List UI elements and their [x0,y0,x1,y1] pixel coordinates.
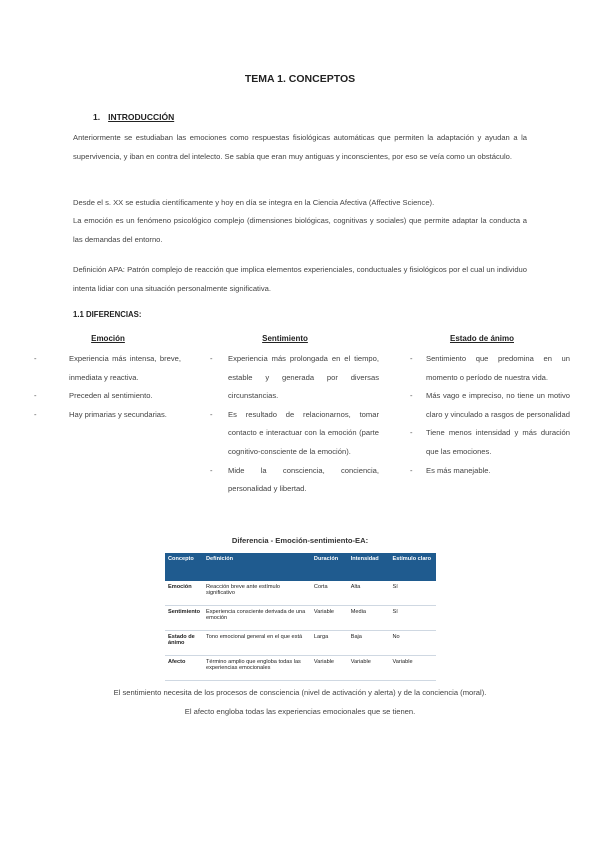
table-header-cell: Estímulo claro [389,553,436,581]
table-header-cell: Concepto [165,553,203,581]
table-caption: Diferencia - Emoción-sentimiento-EA: [231,536,369,545]
table-cell: Larga [311,631,348,656]
column-heading-sentimiento: Sentimiento [262,334,308,343]
table-header-cell: Duración [311,553,348,581]
list-item-text: Sentimiento que predomina en un momento o período de nuestra vida. [426,354,570,382]
table-cell: Variable [389,656,436,681]
list-item [34,350,181,387]
table-header-cell: Definición [203,553,311,581]
table-cell: Experiencia consciente derivada de una emoción [203,606,311,631]
bullet-dash: - [210,465,213,475]
table-cell: No [389,631,436,656]
list-sentimiento [210,350,379,499]
bullet-dash: - [410,391,413,401]
table-cell: Variable [311,606,348,631]
list-item-text: Hay primarias y secundarias. [69,409,167,419]
list-item [34,387,181,406]
list-emocion [34,350,181,424]
list-item [410,350,570,387]
list-item-text: Es más manejable. [426,465,491,475]
footer-note-sentimiento: El sentimiento necesita de los procesos de consciencia (nivel de activación y alerta) y de la conciencia (moral). [113,688,487,697]
paragraph-history: Anteriormente se estudiaban las emociones como respuestas fisiológicas automáticas que permiten la adaptación y ayudan a la supervivencia, y iban en contra del intelecto. Se sabía que eran muy antiguas y inconscientes, por eso se veía como un obstáculo. [73,133,527,161]
list-item [410,424,570,461]
bullet-dash: - [34,354,37,363]
section-label: INTRODUCCIÓN [108,112,175,122]
paragraph-affective-science: Desde el s. XX se estudia científicamente y hoy en día se integra en la Ciencia Afectiva (Affective Science). [73,198,435,207]
table-row [165,581,436,606]
table-header-row [165,553,436,581]
table-cell: Media [348,606,390,631]
table-cell: Estado de ánimo [165,631,203,656]
footer-note-afecto: El afecto engloba todas las experiencias emocionales que se tienen. [184,707,416,716]
table-cell: Baja [348,631,390,656]
table-cell: Reacción breve ante estímulo significativo [203,581,311,606]
table-row [165,656,436,681]
list-item-text: Más vago e impreciso, no tiene un motivo claro y vinculado a rasgos de personalidad [426,391,570,419]
table-cell: Emoción [165,581,203,606]
list-item-text: Experiencia más prolongada en el tiempo, estable y generada por diversas circunstancias. [228,354,379,401]
list-estado-de-animo [410,350,570,480]
comparison-table [165,553,436,681]
subsection-heading-diferencias: 1.1 DIFERENCIAS: [73,310,142,319]
list-item [34,406,181,425]
table-cell: Variable [348,656,390,681]
bullet-dash: - [410,465,413,475]
table-cell: Afecto [165,656,203,681]
list-item [210,350,379,406]
table-cell: Corta [311,581,348,606]
section-number: 1. [93,112,101,122]
list-item [210,462,379,499]
bullet-dash: - [34,391,37,401]
bullet-dash: - [34,409,37,419]
bullet-dash: - [210,354,213,363]
table-cell: Tono emocional general en el que está [203,631,311,656]
bullet-dash: - [410,354,413,363]
table-cell: Alta [348,581,390,606]
paragraph-apa-definition: Definición APA: Patrón complejo de reacción que implica elementos experienciales, conductuales y fisiológicos por el cual un individuo intenta lidiar con una situación personalmente significativa. [73,265,527,293]
list-item [410,462,570,481]
table-cell: Variable [311,656,348,681]
table-cell: Sentimiento [165,606,203,631]
column-heading-emocion: Emoción [91,334,125,343]
section-heading-introduccion [93,112,174,122]
table-cell: Sí [389,606,436,631]
column-heading-estado-de-animo: Estado de ánimo [449,334,514,343]
list-item [210,406,379,462]
list-item-text: Experiencia más intensa, breve, inmediata y reactiva. [69,354,181,382]
paragraph-emotion-definition: La emoción es un fenómeno psicológico complejo (dimensiones biológicas, cognitivas y sociales) que permite adaptar la conducta a las demandas del entorno. [73,216,527,244]
table-header-cell: Intensidad [348,553,390,581]
table-cell: Sí [389,581,436,606]
table-row [165,606,436,631]
bullet-dash: - [210,409,213,419]
list-item-text: Preceden al sentimiento. [69,391,153,401]
list-item [410,387,570,424]
table-cell: Término amplio que engloba todas las experiencias emocionales [203,656,311,681]
list-item-text: Es resultado de relacionarnos, tomar contacto e interactuar con la emoción (parte cognitivo-consciente de la emoción). [228,409,379,456]
list-item-text: Mide la consciencia, conciencia, personalidad y libertad. [228,465,379,494]
document-title: TEMA 1. CONCEPTOS [244,73,356,85]
list-item-text: Tiene menos intensidad y más duración que las emociones. [426,428,570,456]
bullet-dash: - [410,428,413,438]
table-row [165,631,436,656]
